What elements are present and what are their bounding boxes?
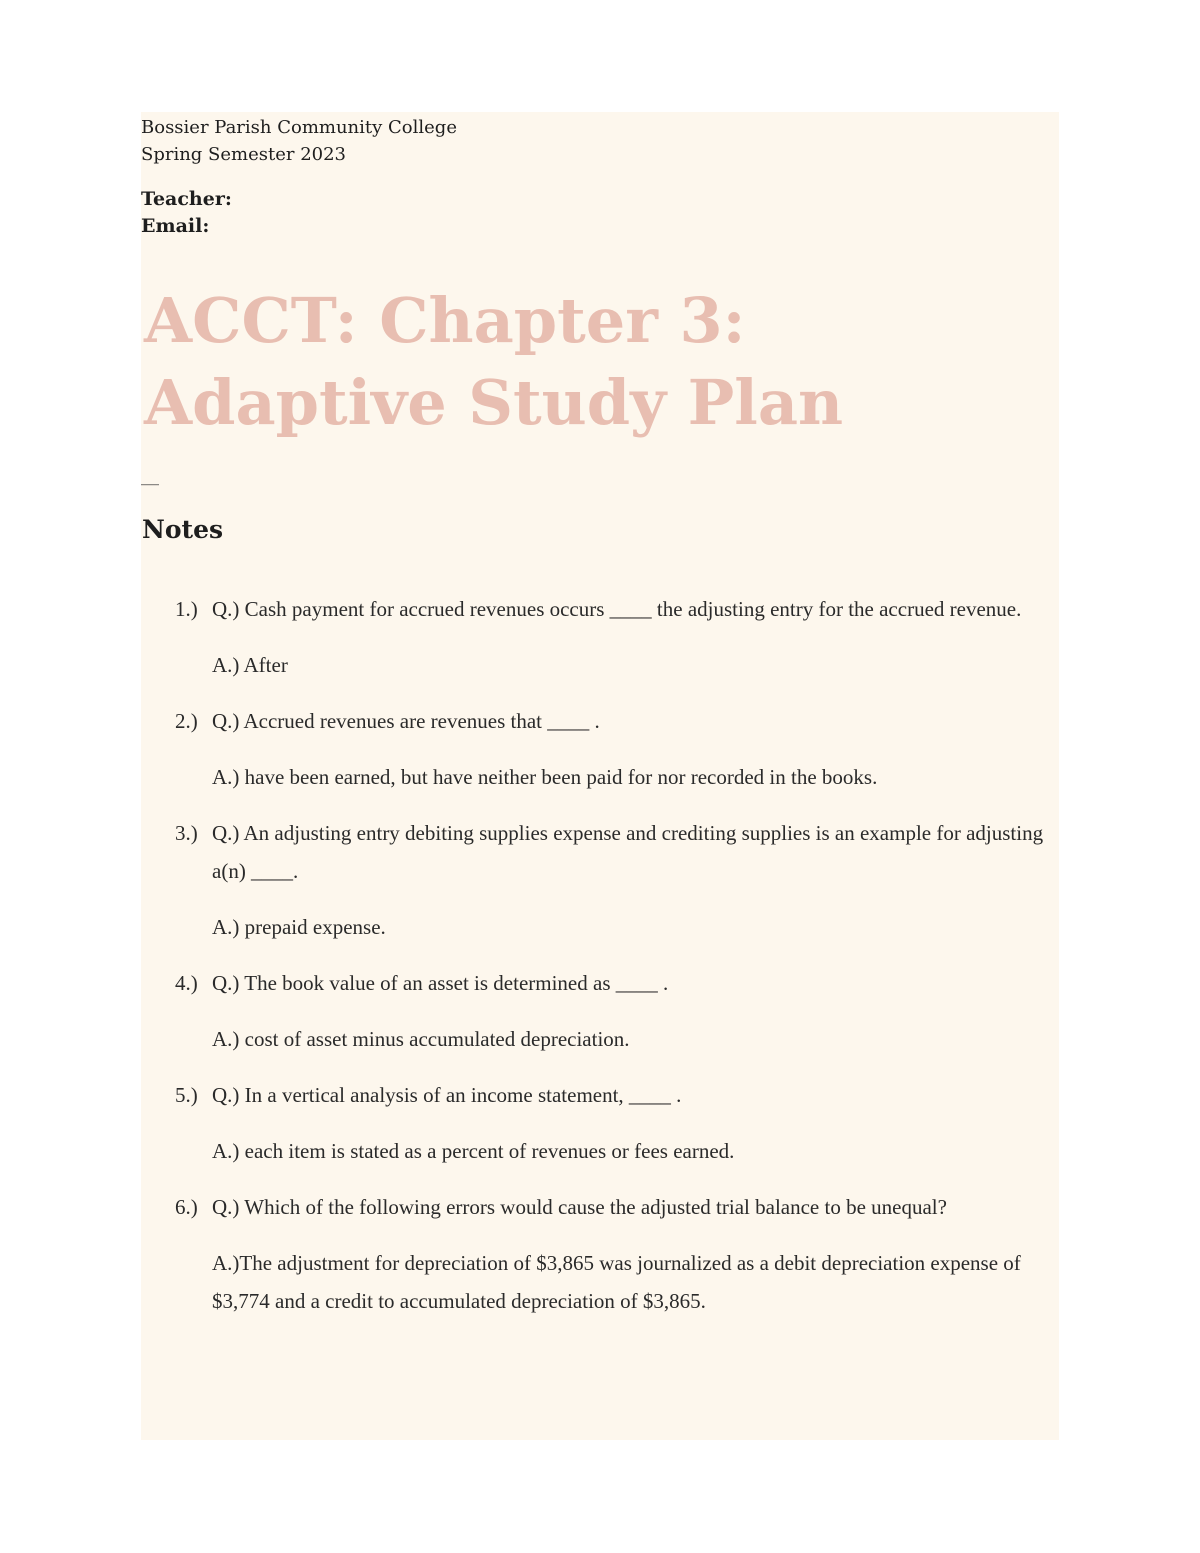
note-answer: A.) each item is stated as a percent of revenues or fees earned. [212,1139,735,1163]
email-label: Email: [141,215,210,237]
note-item [175,1188,1049,1320]
note-answer: A.) After [212,653,288,677]
document-title: ACCT: Chapter 3: Adaptive Study Plan [144,284,844,439]
note-question: Q.) The book value of an asset is determined as ____ . [212,971,669,995]
note-answer: A.) have been earned, but have neither been paid for nor recorded in the books. [212,765,878,789]
note-item [175,590,1049,684]
title-divider: __ [141,465,159,486]
note-question: Q.) Which of the following errors would cause the adjusted trial balance to be unequal? [212,1195,947,1219]
note-question: Q.) Accrued revenues are revenues that ____ . [212,709,600,733]
note-number: 3.) [175,821,198,845]
note-item [175,814,1049,946]
note-item [175,702,1049,796]
note-answer: A.)The adjustment for depreciation of $3,865 was journalized as a debit depreciation expense of $3,774 and a credit to accumulated depreciation of $3,865. [212,1251,1021,1313]
contact-block [141,186,1059,240]
note-question: Q.) Cash payment for accrued revenues occurs ____ the adjusting entry for the accrued revenue. [212,597,1022,621]
note-number: 5.) [175,1083,198,1107]
note-number: 4.) [175,971,198,995]
note-number: 1.) [175,597,198,621]
note-answer: A.) prepaid expense. [212,915,386,939]
semester: Spring Semester 2023 [141,144,347,165]
college-name: Bossier Parish Community College [141,117,457,138]
note-number: 2.) [175,709,198,733]
note-answer: A.) cost of asset minus accumulated depreciation. [212,1027,630,1051]
note-item [175,1076,1049,1170]
institution-block [141,114,1059,168]
notes-list [175,590,1049,1338]
note-question: Q.) In a vertical analysis of an income statement, ____ . [212,1083,682,1107]
teacher-label: Teacher: [141,188,232,210]
document-content [141,112,1059,1313]
note-question: Q.) An adjusting entry debiting supplies expense and crediting supplies is an example for adjusting a(n) ____. [212,821,1044,883]
note-item [175,964,1049,1058]
note-number: 6.) [175,1195,198,1219]
notes-heading: Notes [142,515,224,544]
